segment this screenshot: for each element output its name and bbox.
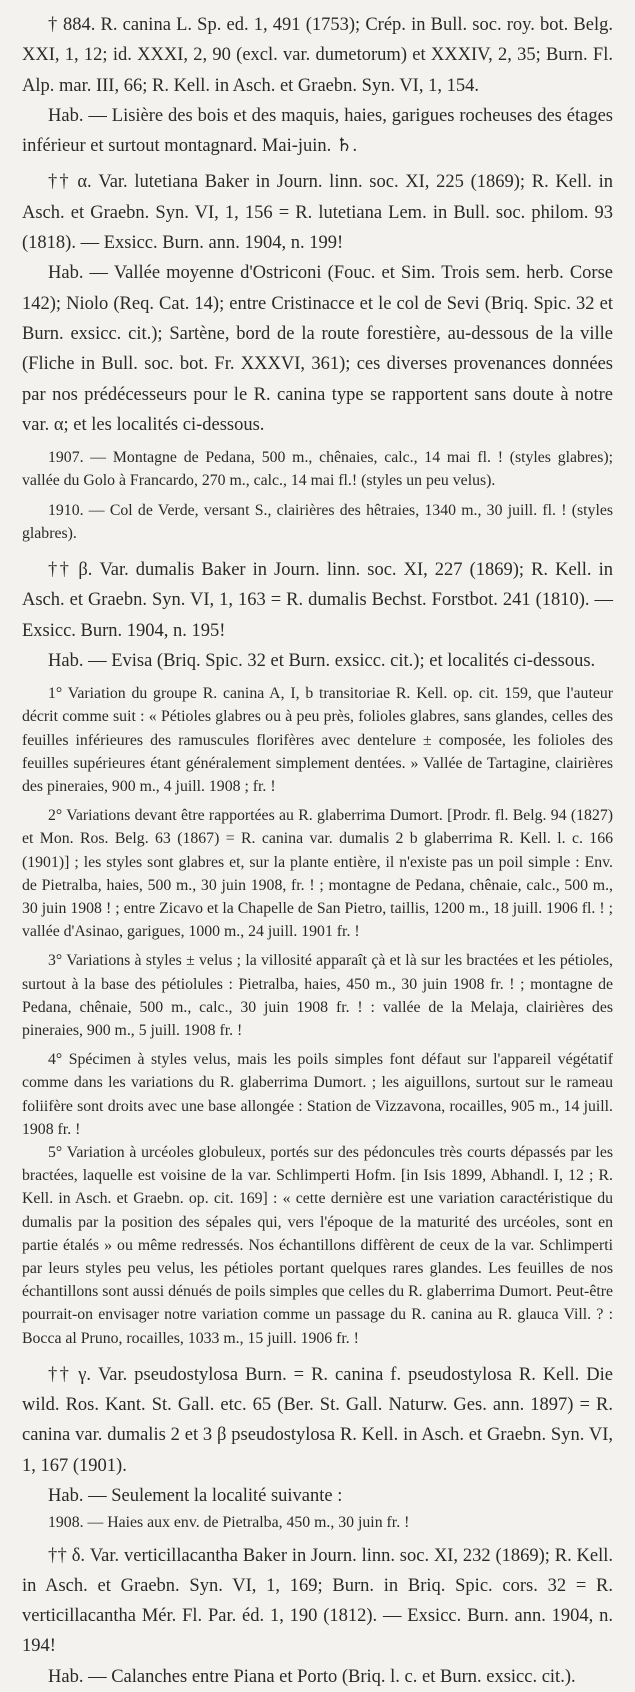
variety-alpha-heading: †† α. Var. lutetiana Baker in Journ. linn. soc. XI, 225 (1869); R. Kell. in Asch. et Graebn. Syn. VI, 1, 156 = R. lutetiana Lem. in Bull. soc. philom. 93 (1818). — Exsicc. Burn. ann. 1904, n. 199! <box>22 172 613 254</box>
variety-beta-heading: †† β. Var. dumalis Baker in Journ. linn. soc. XI, 227 (1869); R. Kell. in Asch. et Graebn. Syn. VI, 1, 163 = R. dumalis Bechst. Forstbot. 241 (1810). — Exsicc. Burn. 1904, n. 195! <box>22 559 613 641</box>
habitat-paragraph: Hab. — Lisière des bois et des maquis, haies, garigues rocheuses des étages inférieur et surtout montagnard. Mai-juin. ♄. <box>22 105 613 157</box>
variety-delta-heading: †† δ. Var. verticillacantha Baker in Journ. linn. soc. XI, 232 (1869); R. Kell. in Asch. et Graebn. Syn. VI, 1, 169; Burn. in Briq. Spic. cors. 32 = R. verticillacantha Mér. Fl. Par. éd. 1, 190 (1812). — Exsicc. Burn. ann. 1904, n. 194! <box>22 1545 613 1657</box>
variety-beta-habitat: Hab. — Evisa (Briq. Spic. 32 et Burn. exsicc. cit.); et localités ci-dessous. <box>48 650 596 671</box>
locality-1908: 1908. — Haies aux env. de Pietralba, 450 m., 30 juin fr. ! <box>48 1514 410 1532</box>
variation-4: 4° Spécimen à styles velus, mais les poils simples font défaut sur l'appareil végétatif comme dans les variations du R. glaberrima Dumort. ; les aiguillons, surtout sur le rameau foliifère sont droits avec une base allongée : Station de Vizzavona, rocailles, 905 m., 14 juill. 1908 fr. ! <box>22 1051 613 1138</box>
locality-1907: 1907. — Montagne de Pedana, 500 m., chênaies, calc., 14 mai fl. ! (styles glabres); vallée du Golo à Francardo, 270 m., calc., 14 mai fl.! (styles un peu velus). <box>22 449 613 490</box>
variety-alpha-habitat: Hab. — Vallée moyenne d'Ostriconi (Fouc. et Sim. Trois sem. herb. Corse 142); Niolo (Req. Cat. 14); entre Cristinacce et le col de Sevi (Briq. Spic. 32 et Burn. exsicc. cit.); Sartène, bord de la route forestière, au-dessous de la ville (Fliche in Bull. soc. bot. Fr. XXXVI, 361); ces diverses provenances données par nos prédécesseurs pour le R. canina type se rapportent sans doute à notre var. α; et les localités ci-dessous. <box>22 263 613 435</box>
variation-3: 3° Variations à styles ± velus ; la villosité apparaît çà et là sur les bractées et les pétioles, surtout à la base des pétiolules : Pietralba, haies, 450 m., 30 juin 1908 fr. ! ; montagne de Pedana, chênaie, 500 m., calc., 30 juin 1908 fr. ! : vallée de la Melaja, clairières des pineraies, 900 m., 5 juill. 1908 fr. ! <box>22 952 613 1039</box>
variety-gamma-habitat: Hab. — Seulement la localité suivante : <box>48 1486 343 1507</box>
variation-2: 2° Variations devant être rapportées au R. glaberrima Dumort. [Prodr. fl. Belg. 94 (1827) et Mon. Ros. Belg. 63 (1867) = R. canina var. dumalis 2 b glaberrima R. Kell. l. c. 166 (1901)] ; les styles sont glabres et, sur la plante entière, il n'existe pas un poil simple : Env. de Pietralba, haies, 500 m., 30 juin 1908, fr. ! ; montagne de Pedana, chênaie, calc., 500 m., 30 juin 1908 ! ; entre Zicavo et la Chapelle de San Pietro, taillis, 1200 m., 18 juill. 1906 fl. ! ; vallée d'Asinao, garigues, 1000 m., 24 juill. 1901 fr. ! <box>22 807 613 941</box>
variety-delta-habitat: Hab. — Calanches entre Piana et Porto (Briq. l. c. et Burn. exsicc. cit.). <box>48 1666 576 1687</box>
variation-1: 1° Variation du groupe R. canina A, I, b transitoriae R. Kell. op. cit. 159, que l'auteur décrit comme suit : « Pétioles glabres ou à peu près, folioles glabres, sans glandes, celles des feuilles inférieures des ramuscules florifères avec dentelure ± composée, les folioles des feuilles supérieures étant généralement simplement dentées. » Vallée de Tartagine, clairières des pineraies, 900 m., 4 juill. 1908 ; fr. ! <box>22 685 613 795</box>
variation-5: 5° Variation à urcéoles globuleux, portés sur des pédoncules très courts dépassés par les bractées, laquelle est voisine de la var. Schlimperti Hofm. [in Isis 1899, Abhandl. I, 12 ; R. Kell. in Asch. et Graebn. op. cit. 169] : « cette dernière est une variation caractéristique du dumalis par la position des sépales qui, vers l'époque de la maturité des urcéoles, sont en partie étalés » ou même redressés. Nos échantillons diffèrent de ceux de la var. Schlimperti par leurs styles peu velus, les pétioles portant quelques rares glandes. Les feuilles de nos échantillons sont aussi dénués de poils simples que celles du R. glaberrima Dumort. Peut-être pourrait-on envisager notre variation comme un passage du R. canina au R. glauca Vill. ? : Bocca al Pruno, rocailles, 1033 m., 15 juill. 1906 fr. ! <box>22 1144 613 1347</box>
species-heading: † 884. R. canina L. Sp. ed. 1, 491 (1753); Crép. in Bull. soc. roy. bot. Belg. XXI, 1, 12; id. XXXI, 2, 90 (excl. var. dumetorum) et XXXIV, 2, 35; Burn. Fl. Alp. mar. III, 66; R. Kell. in Asch. et Graebn. Syn. VI, 1, 154. <box>22 15 613 96</box>
locality-1910: 1910. — Col de Verde, versant S., clairières des hêtraies, 1340 m., 30 juill. fl. ! (styles glabres). <box>22 501 613 542</box>
variety-gamma-heading: †† γ. Var. pseudostylosa Burn. = R. canina f. pseudostylosa R. Kell. Die wild. Ros. Kant. St. Gall. etc. 65 (Ber. St. Gall. Naturw. Ges. ann. 1897) = R. canina var. dumalis 2 et 3 β pseudostylosa R. Kell. in Asch. et Graebn. Syn. VI, 1, 167 (1901). <box>22 1364 613 1476</box>
